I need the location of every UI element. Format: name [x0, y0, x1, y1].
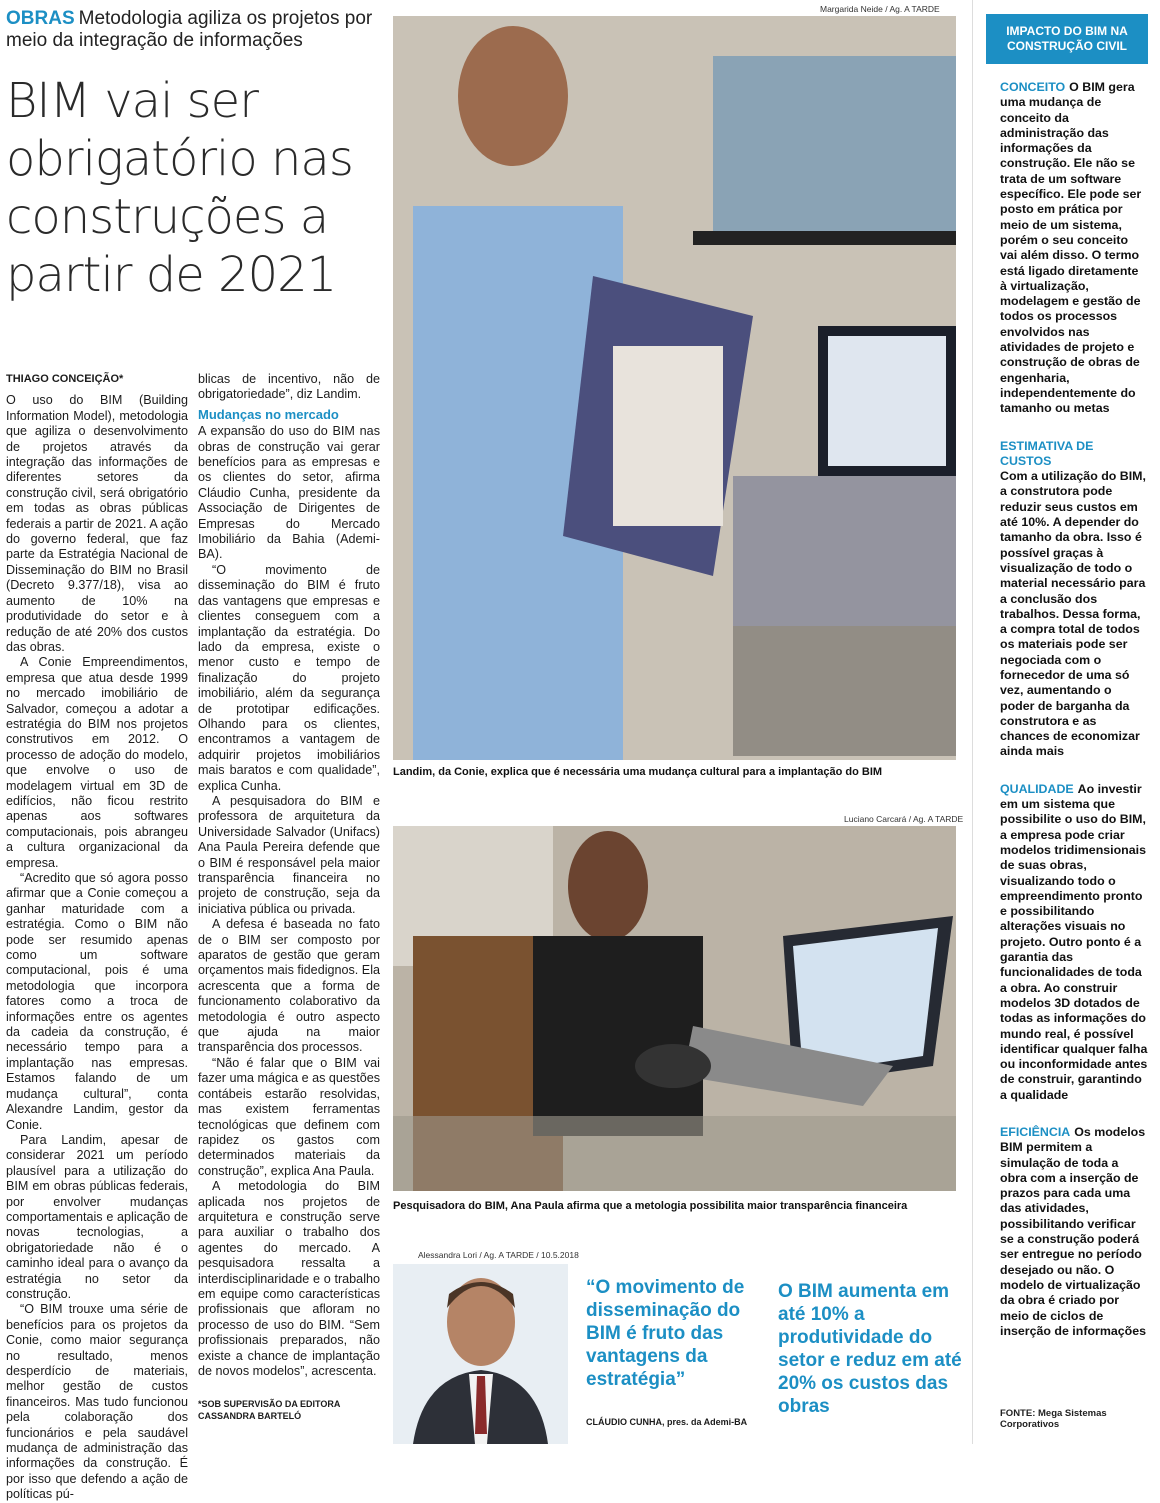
paragraph: blicas de incentivo, não de obrigatoriedade”, diz Landim.	[198, 372, 380, 402]
photo-caption: Landim, da Conie, explica que é necessária uma mudança cultural para a implantação do BIM	[393, 766, 883, 778]
photo-credit: Alessandra Lori / Ag. A TARDE / 10.5.2018	[418, 1250, 579, 1260]
paragraph: A defesa é baseada no fato de o BIM ser composto por aparatos de gestão que geram orçamentos mais fidedignos. Ela acrescenta que a forma de funcionamento colaborativo da metodologia é outro aspecto que ajuda na maior transparência dos processos.	[198, 917, 381, 1055]
sidebar-text: Ao investir em um sistema que possibilite o uso do BIM, a empresa pode criar modelos tridimensionais de suas obras, visualizando todo o empreendimento pronto e possibilitando alterações visuais no projeto. Outro ponto é a garantia das funcionalidades de toda a obra. Ao construir modelos 3D dotados de todas as informações do mundo real, é possível identificar qualquer falha ou inconformidade antes de construir, garantindo a qualidade	[1000, 781, 1148, 1102]
photo-ana-paula	[393, 826, 956, 1191]
photo-landim	[393, 16, 956, 760]
highlight-box: O BIM aumenta em até 10% a produtividade do setor e reduz em até 20% os custos das obras	[778, 1281, 962, 1417]
paragraph: O uso do BIM (Building Information Model), metodologia que agiliza o desenvolvimento de projetos através da integração das informações de diferentes setores da construção civil, será obrigatório em todas as obras públicas federais a partir de 2021. A ação do governo federal, que faz parte da Estratégia Nacional de Disseminação do BIM no Brasil (Decreto 9.377/18), visa ao aumento de 10% na produtividade do setor e à redução de até 20% dos custos das obras.	[6, 393, 188, 654]
paragraph: Para Landim, apesar de considerar 2021 um período plausível para a utilização do BIM em obras públicas federais, por envolver mudanças comportamentais e aplicação de novas tecnologias, a obrigatoriedade não é o caminho ideal para o avanço da estratégia no setor da construção.	[6, 1132, 188, 1301]
sidebar-title: IMPACTO DO BIM NA CONSTRUÇÃO CIVIL	[986, 14, 1148, 64]
paragraph: “Acredito que só agora posso afirmar que a Conie começou a ganhar maturidade com a estratégia. Como o BIM não pode ser resumido apenas como um software computacional, pois é uma metodologia que incorpora fatores como a troca de informações entre os agentes da cadeia da construção, é necessário tempo para a implantação nas empresas. Estamos falando de um mudança cultural”, conta Alexandre Landim, gestor da Conie.	[6, 871, 188, 1132]
paragraph: A Conie Empreendimentos, empresa que atua desde 1999 no mercado imobiliário de Salvador, começou a adotar a estratégia do BIM nos projetos construtivos em 2012. O processo de adoção do modelo, que envolve o uso de modelagem virtual em 3D de edifícios, não ficou restrito apenas aos softwares computacionais, pois abrangeu a cultura organizacional da empresa.	[6, 655, 188, 870]
sidebar-item	[1000, 782, 1148, 1103]
sidebar-body	[1000, 80, 1148, 1361]
sidebar-item	[1000, 1125, 1148, 1339]
section-tag: OBRAS	[6, 8, 75, 29]
kicker	[6, 8, 386, 52]
photo-claudio-cunha	[393, 1264, 568, 1444]
paragraph: A pesquisadora do BIM e professora de arquitetura da Universidade Salvador (Unifacs) Ana Paula Pereira defende que o BIM é responsável pela maior transparência financeira no projeto de construção, seja da iniciativa pública ou privada.	[198, 793, 380, 916]
kicker-text: Metodologia agiliza os projetos por meio da integração de informações	[6, 8, 373, 51]
source-note: FONTE: Mega Sistemas Corporativos	[1000, 1408, 1107, 1430]
paragraph: “O BIM trouxe uma série de benefícios para os projetos da Conie, como maior segurança no resultado, menos desperdício de materiais, melhor gestão de custos financeiros. Mas tudo funcionou pela colaboração dos funcionários e pela saudável mudança de administração das informações da construção. É por isso que defendo a ação de políticas pú-	[6, 1302, 188, 1502]
sidebar-text: O BIM gera uma mudança de conceito da administração das informações da construção. Ele não se trata de um software específico. Ele pode ser posto em prática por meio de um sistema, porém o seu conceito vai além disso. O termo está ligado diretamente à virtualização, modelagem e gestão de todos os processos envolvidos nas atividades de projeto e construção de obras de engenharia, independentemente do tamanho ou metas	[1000, 80, 1142, 416]
photo-ana-paula-illustration	[393, 826, 956, 1191]
sidebar-key: CONCEITO	[1000, 80, 1066, 94]
sidebar-key: ESTIMATIVA DE CUSTOS	[1000, 438, 1094, 468]
photo-credit: Margarida Neide / Ag. A TARDE	[820, 4, 940, 14]
photo-credit: Luciano Carcará / Ag. A TARDE	[844, 814, 964, 824]
article-column-2	[198, 372, 380, 1379]
supervision-note: *SOB SUPERVISÃO DA EDITORA CASSANDRA BARTELÓ	[198, 1399, 341, 1421]
paragraph: “Não é falar que o BIM vai fazer uma mágica e as questões contábeis estarão resolvidas, mas existem ferramentas tecnológicas que definem com rapidez os gastos com determinados materiais da construção”, explica Ana Paula.	[198, 1055, 381, 1178]
sidebar-key: QUALIDADE	[1000, 781, 1074, 796]
paragraph: “O movimento de disseminação do BIM é fruto das vantagens que empresas e clientes conseguem com a implantação da estratégia. Do lado da empresa, existe o menor custo e tempo de finalização do projeto imobiliário, além da segurança de prototipar edificações. Olhando para os clientes, encontramos a vantagem de adquirir projetos imobiliários mais baratos e com qualidade”, explica Cunha.	[198, 562, 380, 793]
sidebar-text: Os modelos BIM permitem a simulação de toda a obra com a inserção de prazos para cada uma das atividades, possibilitando verificar se a construção poderá ser entregue no período desejado ou não. O modelo de virtualização da obra é criado por meio de ciclos de inserção de informações	[1000, 1125, 1146, 1338]
sidebar-item	[1000, 439, 1148, 760]
headline: BIM vai ser obrigatório nas construções a partir de 2021	[6, 73, 353, 303]
paragraph: A metodologia do BIM aplicada nos projetos de arquitetura e construção serve para auxiliar o trabalho dos agentes do mercado. A pesquisadora ressalta a interdisciplinaridade e o trabalho em equipe como características profissionais que afloram no processo de uso do BIM. “Sem profissionais preparados, não existe a chance de implantação de novos modelos”, acrescenta.	[198, 1179, 380, 1378]
sidebar-item	[1000, 80, 1148, 417]
pull-quote: “O movimento de disseminação do BIM é fruto das vantagens da estratégia”	[586, 1277, 745, 1390]
subheading: Mudanças no mercado	[198, 406, 339, 422]
byline: THIAGO CONCEIÇÃO*	[6, 373, 124, 385]
sidebar-divider	[972, 0, 973, 1444]
quote-attribution: CLÁUDIO CUNHA, pres. da Ademi-BA	[586, 1417, 748, 1427]
sidebar-text: Com a utilização do BIM, a construtora pode reduzir seus custos em até 10%. A depender do tamanho da obra. Isso é possível graças à visualização de todo o material necessário para a conclusão dos trabalhos. Dessa forma, a compra total de todos os materiais pode ser negociada com o fornecedor de uma só vez, aumentando o poder de barganha da construtora e as chances de economizar ainda mais	[1000, 469, 1146, 759]
photo-landim-illustration	[393, 16, 956, 760]
portrait-illustration	[393, 1264, 568, 1444]
paragraph: A expansão do uso do BIM nas obras de construção vai gerar benefícios para as empresas e os clientes do setor, afirma Cláudio Cunha, presidente da Associação de Dirigentes de Empresas do Mercado Imobiliário da Bahia (Ademi-BA).	[198, 424, 380, 562]
photo-caption: Pesquisadora do BIM, Ana Paula afirma que a metologia possibilita maior transparência financeira	[393, 1200, 908, 1212]
sidebar-key: EFICIÊNCIA	[1000, 1125, 1071, 1139]
article-column-1	[6, 372, 188, 1503]
